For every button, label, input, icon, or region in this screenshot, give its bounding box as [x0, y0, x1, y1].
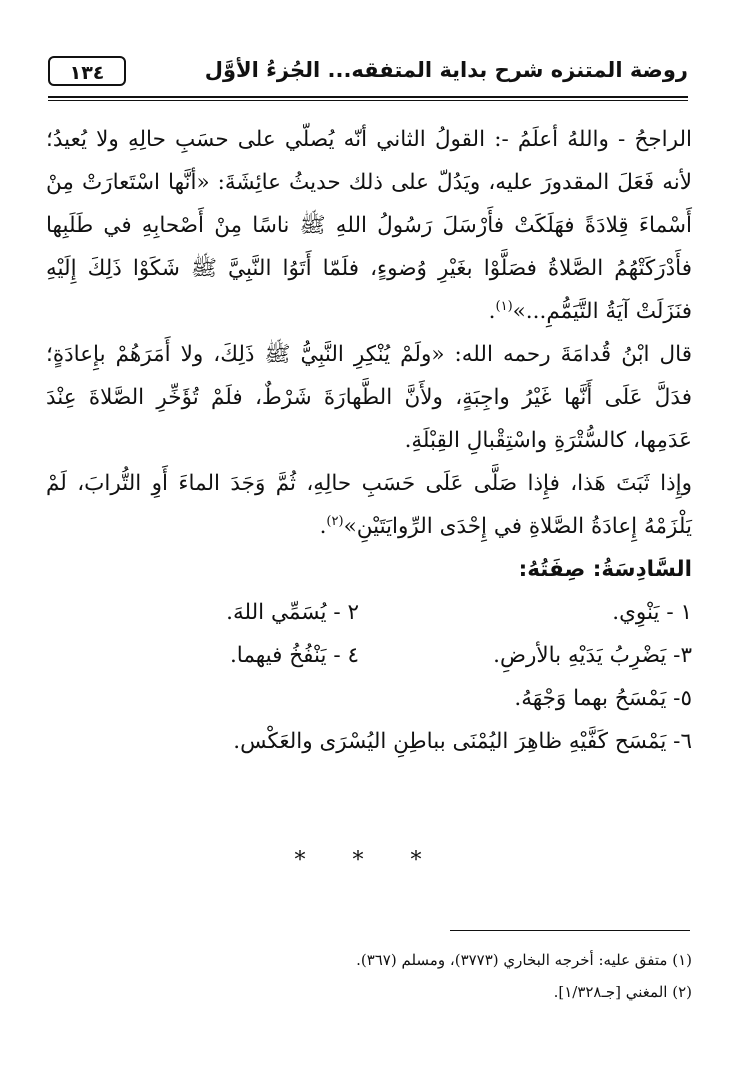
- footnote-ref-1[interactable]: (١): [495, 298, 513, 314]
- list-item-3: ٣- يَضْرِبُ يَدَيْهِ بالأرضِ.: [493, 643, 692, 668]
- main-text: [46, 118, 692, 763]
- paragraph-text: وإِذا ثَبَتَ هَذا، فإِذا صَلَّى عَلَى حَسَبِ حالِهِ، ثُمَّ وَجَدَ الماءَ أَوِ التُّرابَ، لَمْ يَلْزَمْهُ إِعادَةُ الصَّلاةِ في إِحْدَى الرِّوايَتَيْنِ»: [46, 471, 692, 539]
- footnote-2: (٢) المغني [جـ١/٣٢٨].: [553, 983, 692, 1001]
- page-number: ١٣٤: [48, 56, 126, 86]
- footnote-1: (١) متفق عليه: أخرجه البخاري (٣٧٧٣)، ومسلم (٣٦٧).: [356, 951, 692, 969]
- section-separator: * * *: [294, 848, 442, 873]
- list-item-2: ٢ - يُسَمِّي اللهَ.: [226, 600, 359, 625]
- footnote-ref-2[interactable]: (٢): [326, 513, 344, 529]
- period: .: [488, 299, 496, 324]
- header-rule-thin: [48, 100, 688, 101]
- section-heading: السَّادِسَةُ: صِفَتُهُ:: [518, 557, 692, 582]
- list-item-6: ٦- يَمْسَح كَفَّيْهِ ظاهِرَ اليُمْنَى بباطِنِ اليُسْرَى والعَكْس.: [233, 729, 692, 754]
- list-item-4: ٤ - يَنْفُخُ فيهما.: [229, 643, 359, 668]
- page-header: [48, 52, 688, 102]
- paragraph-text: الراجحُ - واللهُ أعلَمُ -: القولُ الثاني أنّه يُصلّي على حسَبِ حالِهِ ولا يُعيدُ؛ لأنه فَعَلَ المقدورَ عليه، ويَدُلّ على ذلك حديثُ عائِشَةَ: «أنَّها اسْتَعارَتْ مِنْ أَسْماءَ قِلادَةً فهَلَكَتْ فأَرْسَلَ رَسُولُ اللهِ ﷺ ناسًا مِنْ أَصْحابِهِ في طَلَبِها فأَدْرَكَتْهُمُ الصَّلاةُ فصَلَّوْا بغَيْرِ وُضوءٍ، فلَمّا أَتَوُا النَّبِيَّ ﷺ شَكَوْا ذَلِكَ إِلَيْهِ فنَزَلَتْ آيَةُ التَّيَمُّمِ...»: [46, 127, 692, 324]
- steps-list: [46, 591, 692, 677]
- list-item-1: ١ - يَنْوِي.: [612, 600, 692, 625]
- paragraph-preponderant-view: [46, 118, 692, 333]
- footnotes: [46, 944, 692, 1008]
- footnote-rule: [450, 930, 690, 931]
- period: .: [319, 514, 327, 539]
- header-rule: [48, 96, 688, 98]
- list-item-5: ٥- يَمْسَحُ بهما وَجْهَهُ.: [514, 686, 692, 711]
- paragraph-text: قال ابْنُ قُدامَةَ رحمه الله: «ولَمْ يُنْكِرِ النَّبِيُّ ﷺ ذَلِكَ، ولا أَمَرَهُمْ بإِعادَةٍ؛ فدَلَّ عَلَى أَنَّها غَيْرُ واجِبَةٍ، ولأَنَّ الطَّهارَةَ شَرْطٌ، فلَمْ تُؤَخِّرِ الصَّلاةَ عِنْدَ عَدَمِها، كالسُّتْرَةِ واسْتِقْبالِ القِبْلَةِ.: [46, 342, 692, 453]
- running-title: روضة المتنزه شرح بداية المتفقه... الجُزءُ الأوَّل: [204, 58, 688, 82]
- paragraph-ibn-qudama: [46, 333, 692, 462]
- paragraph-ruling: [46, 462, 692, 548]
